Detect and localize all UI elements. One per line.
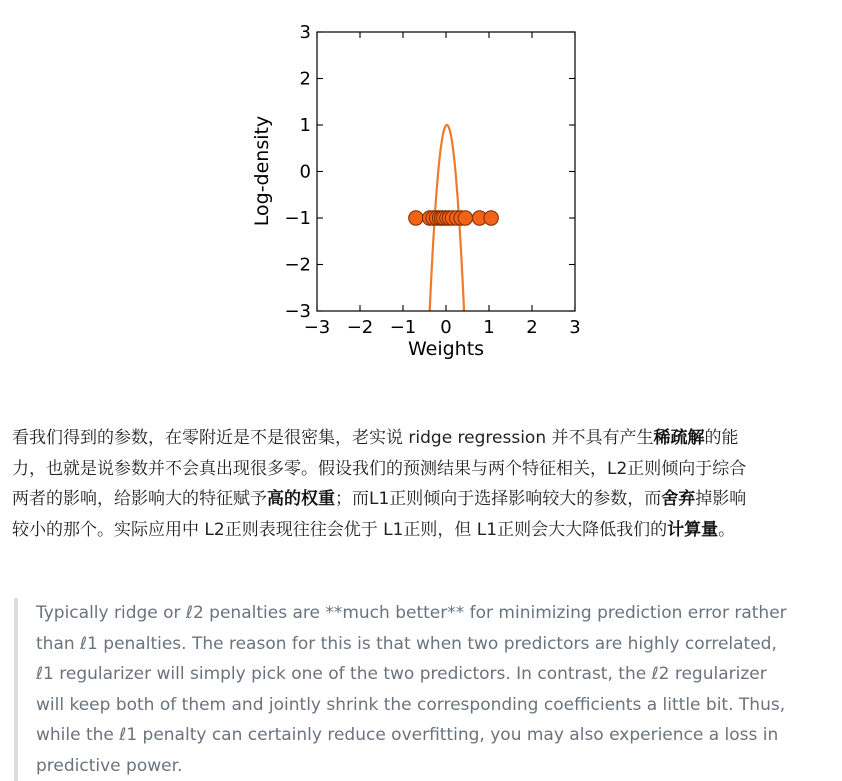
y-tick-label: 0 xyxy=(299,161,311,183)
x-tick-label: 1 xyxy=(483,317,495,338)
chart-svg xyxy=(230,10,610,372)
y-tick-label: 3 xyxy=(299,22,311,43)
quote-line: ℓ1 regularizer will simply pick one of the two predictors. In contrast, the ℓ2 regularizer xyxy=(36,664,767,684)
paragraph-bold-sparse-solution: 稀疏解 xyxy=(653,428,705,448)
paragraph-text: 。 xyxy=(718,519,736,540)
paragraph-bold-high-weight: 高的权重 xyxy=(267,489,335,509)
paragraph-text: 的能 xyxy=(704,428,739,448)
paragraph-text: ；而L1正则倾向于选择影响较大的参数，而 xyxy=(335,489,662,509)
quote-line: will keep both of them and jointly shrink the corresponding coefficients a little bit. Thus, xyxy=(36,694,786,715)
x-tick-label: −1 xyxy=(389,317,417,338)
y-axis-label: Log-density xyxy=(251,115,273,227)
x-tick-label: −3 xyxy=(303,317,331,338)
paragraph-bold-computation: 计算量 xyxy=(667,519,719,540)
quote-line: predictive power. xyxy=(36,755,183,776)
paragraph-text: 较小的那个。实际应用中 L2正则表现往往会优于 L1正则，但 L1正则会大大降低我们的 xyxy=(12,519,668,540)
y-tick-label: −2 xyxy=(284,254,311,276)
paragraph-text: 两者的影响，给影响大的特征赋予 xyxy=(12,489,267,509)
paragraph-text: 力，也就是说参数并不会真出现很多零。假设我们的预测结果与两个特征相关，L2正则倾向于综合 xyxy=(12,458,747,479)
x-axis-label: Weights xyxy=(407,338,485,360)
quote-line: Typically ridge or ℓ2 penalties are **much better** for minimizing prediction error rather xyxy=(36,603,787,623)
y-tick-label: −1 xyxy=(284,208,311,229)
paragraph-text: 看我们得到的参数，在零附近是不是很密集，老实说 ridge regression 并不具有产生 xyxy=(12,428,654,448)
y-tick-label: −3 xyxy=(284,301,311,322)
paragraph-bold-discard: 舍弃 xyxy=(661,489,696,509)
plot-frame xyxy=(317,32,575,311)
x-tick-label: 3 xyxy=(569,317,581,338)
quote-line: than ℓ1 penalties. The reason for this is that when two predictors are highly correlated, xyxy=(36,633,777,654)
y-tick-label: 2 xyxy=(299,68,311,90)
x-tick-label: 0 xyxy=(440,317,452,338)
chinese-paragraph xyxy=(12,423,830,545)
weight-point xyxy=(458,211,472,225)
x-tick-label: 2 xyxy=(526,317,538,338)
weight-point xyxy=(409,211,423,225)
log-density-chart xyxy=(230,10,610,372)
paragraph-text: 掉影响 xyxy=(695,489,747,509)
y-tick-label: 1 xyxy=(299,115,311,136)
blockquote xyxy=(14,598,829,781)
quote-line: while the ℓ1 penalty can certainly reduce overfitting, you may also experience a loss in xyxy=(36,725,779,745)
x-tick-label: −2 xyxy=(346,317,374,338)
weight-point xyxy=(484,211,498,225)
